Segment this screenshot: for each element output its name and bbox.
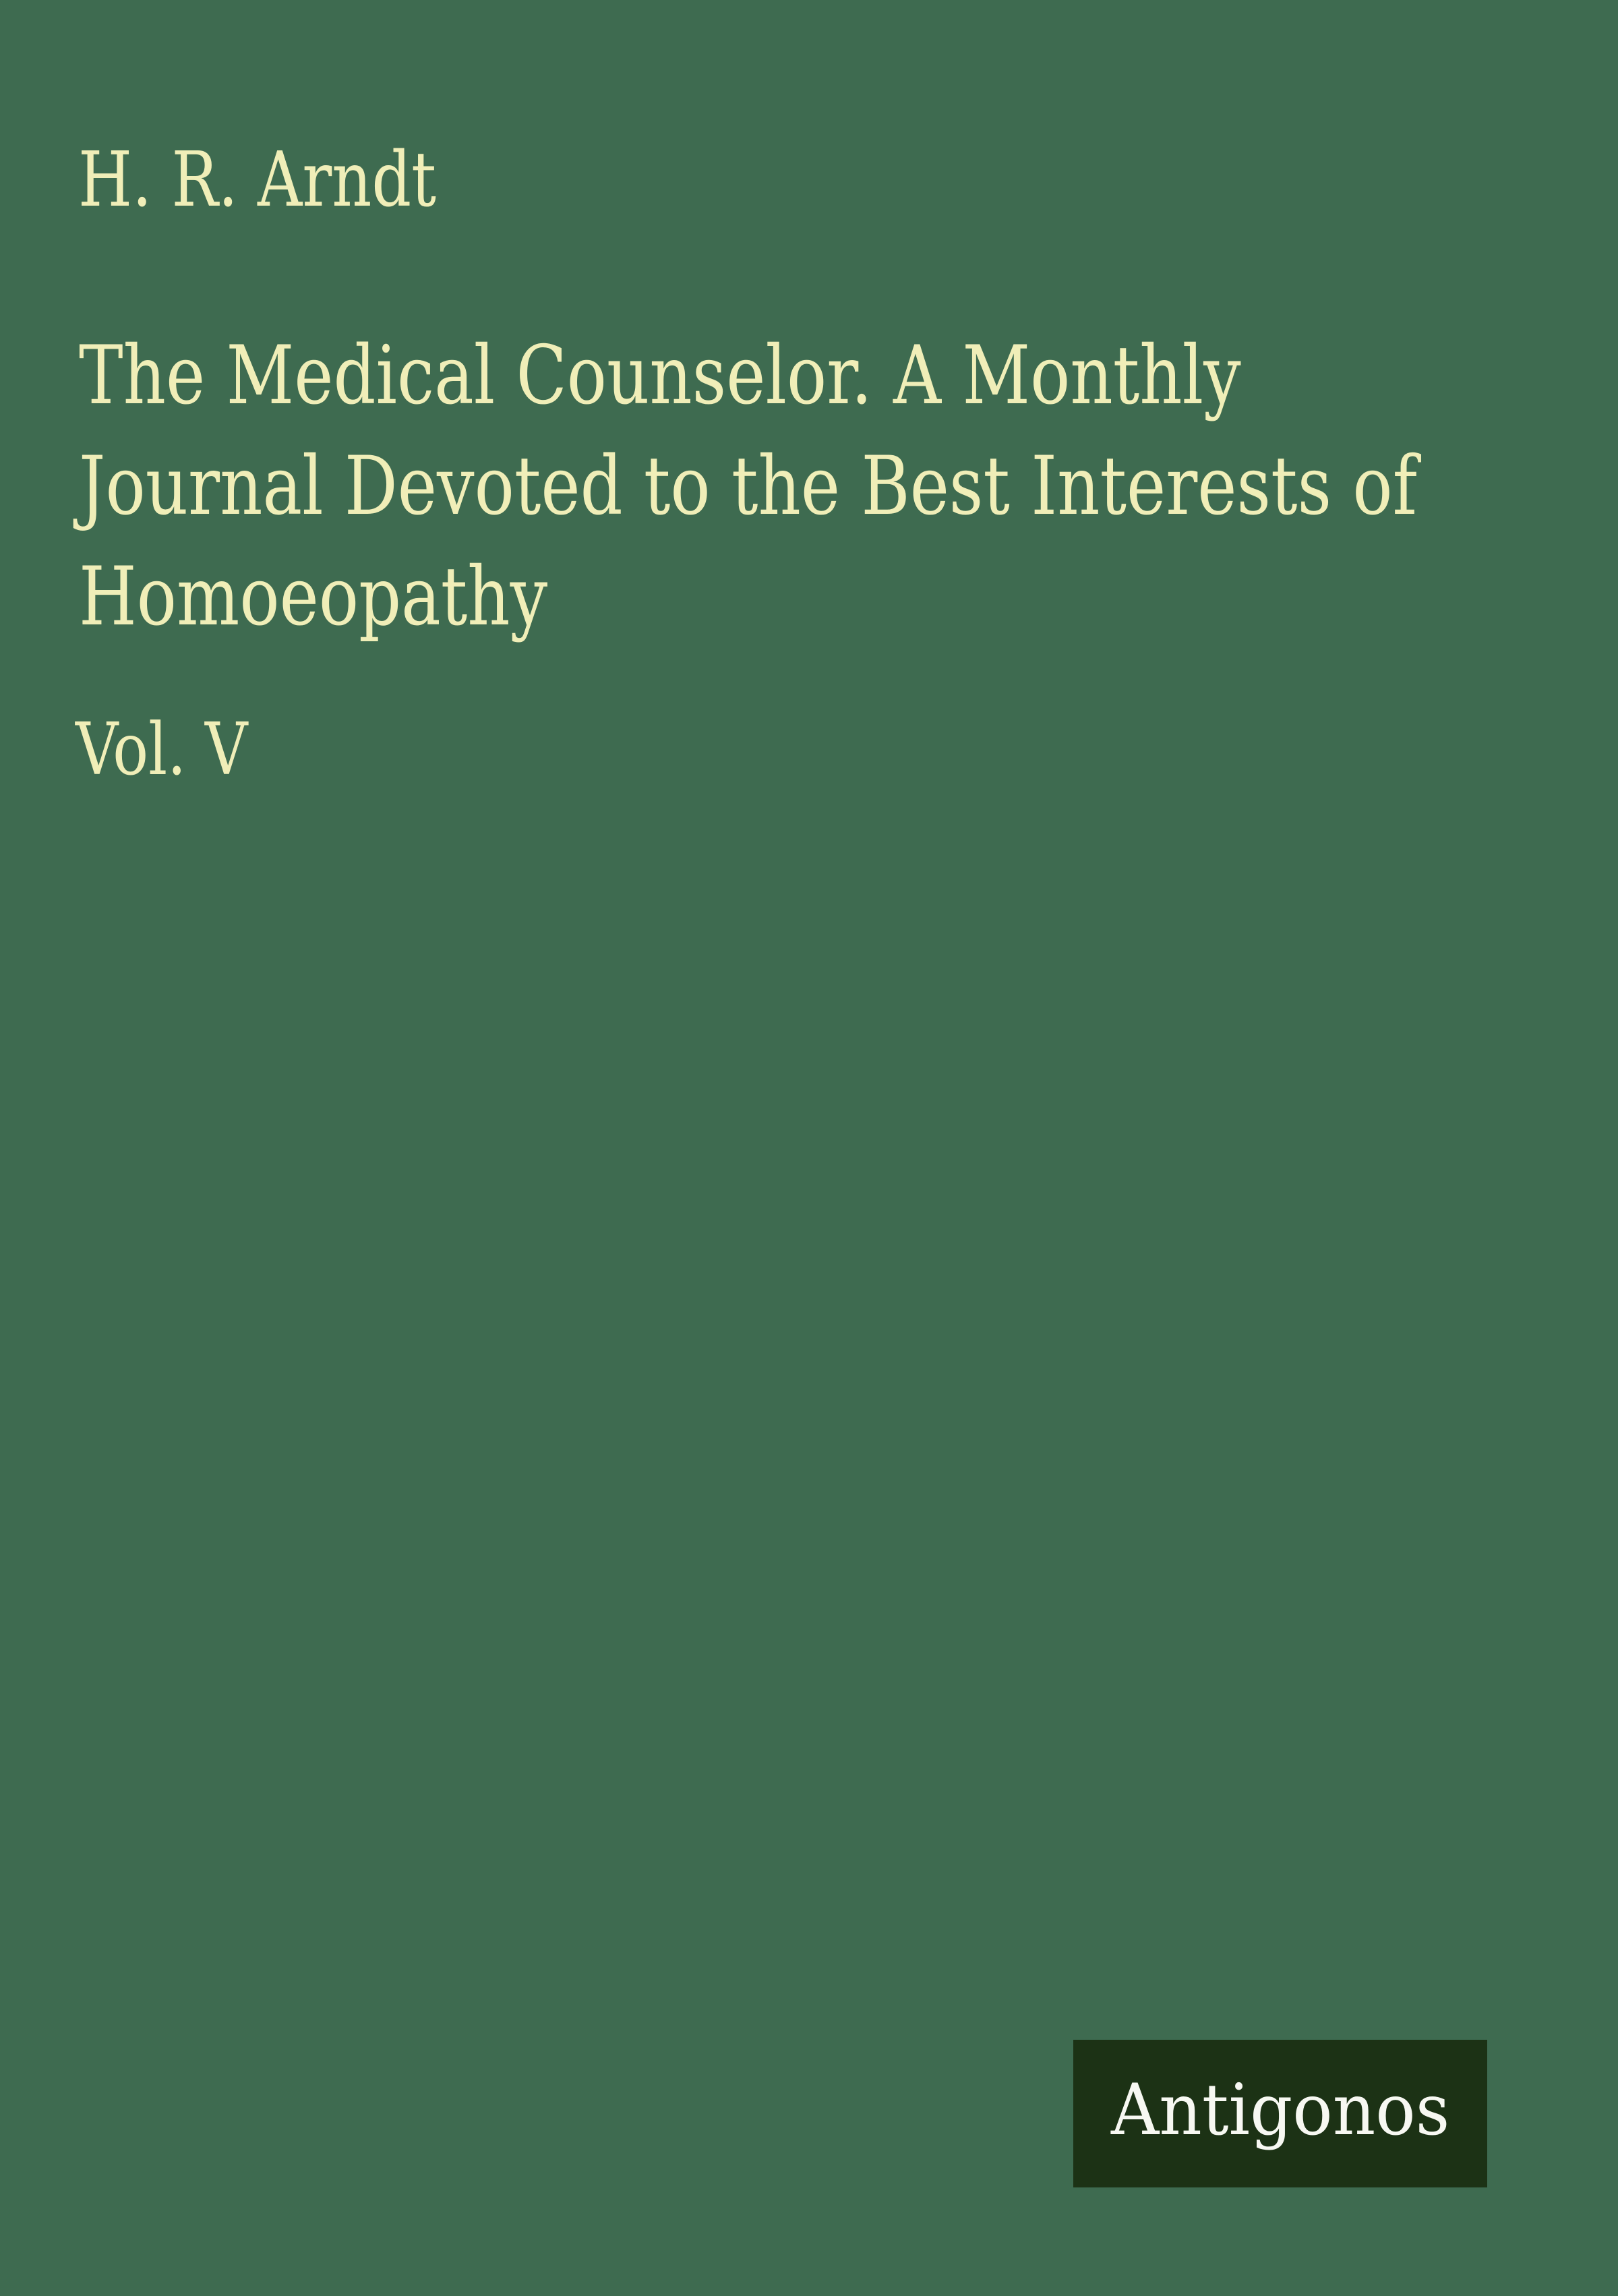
title-line-1: The Medical Counselor. A Monthly bbox=[79, 329, 1241, 423]
author-name: H. R. Arndt bbox=[78, 136, 437, 224]
publisher-logo-box bbox=[1073, 2040, 1487, 2187]
volume-label: Vol. V bbox=[76, 708, 248, 792]
publisher-name: Antigonos bbox=[1110, 2069, 1450, 2151]
title-line-3: Homoeopathy bbox=[79, 550, 548, 644]
book-title bbox=[79, 321, 1618, 653]
title-line-2: Journal Devoted to the Best Interests of bbox=[79, 440, 1418, 533]
